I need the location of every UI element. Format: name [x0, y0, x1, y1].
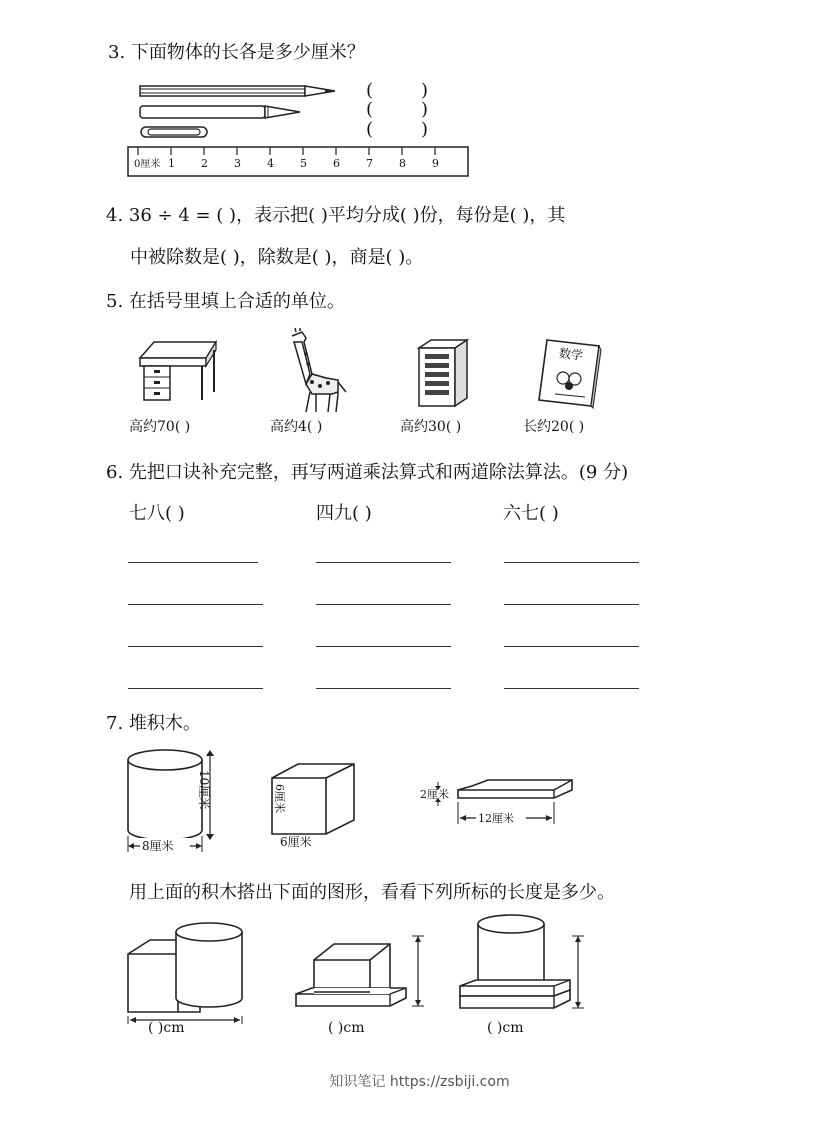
ruler-tick-label: 8 — [399, 157, 406, 170]
cylinder-height-label: 10厘米 — [197, 770, 211, 810]
answer-line[interactable] — [128, 688, 263, 689]
ruler — [128, 147, 470, 177]
caption-building: 高约30( ) — [400, 419, 462, 435]
ruler-tick-label: 1 — [168, 157, 175, 170]
composite-cube-slab — [294, 934, 434, 1012]
caption-desk: 高约70( ) — [129, 419, 191, 435]
answer-length-3[interactable]: ( )cm — [487, 1020, 524, 1036]
pencil-icon — [140, 84, 340, 98]
q3-paren-close: ) — [421, 99, 429, 120]
ruler-tick-label: 6 — [333, 157, 340, 170]
q4-line2: 中被除数是( )，除数是( )，商是( )。 — [130, 247, 424, 268]
answer-line[interactable] — [316, 604, 451, 605]
building-image — [417, 338, 471, 408]
desk-image — [140, 340, 220, 402]
ruler-tick-label: 3 — [234, 157, 241, 170]
ruler-tick-label: 5 — [300, 157, 307, 170]
q5-title: 5. 在括号里填上合适的单位。 — [106, 291, 345, 312]
cylinder-block — [120, 748, 220, 856]
answer-line[interactable] — [504, 562, 639, 563]
q3-paren-open: ( — [366, 80, 374, 101]
q4-line1: 4. 36 ÷ 4 = ( )，表示把( )平均分成( )份，每份是( )，其 — [106, 205, 566, 226]
giraffe-image — [282, 328, 348, 414]
caption-book: 长约20( ) — [523, 419, 585, 435]
composite-cylinder-slabs — [458, 912, 588, 1012]
ruler-tick-label: 7 — [366, 157, 373, 170]
answer-line[interactable] — [128, 562, 258, 563]
answer-line[interactable] — [128, 646, 263, 647]
footer-watermark: 知识笔记 https://zsbiji.com — [329, 1074, 510, 1090]
rhyme-liuqi: 六七( ) — [503, 503, 559, 524]
q3-paren-close: ) — [421, 119, 429, 140]
ruler-tick-label: 0厘米 — [134, 159, 161, 170]
answer-line[interactable] — [128, 604, 263, 605]
answer-length-1[interactable]: ( )cm — [148, 1020, 185, 1036]
q6-title: 6. 先把口诀补充完整，再写两道乘法算式和两道除法算法。(9 分) — [106, 462, 629, 483]
answer-line[interactable] — [316, 688, 451, 689]
cube-width-label: 6厘米 — [280, 835, 312, 849]
cylinder-width-label: 8厘米 — [142, 839, 174, 853]
q3-title: 3. 下面物体的长各是多少厘米？ — [108, 42, 365, 63]
answer-line[interactable] — [504, 604, 639, 605]
q7-instruction: 用上面的积木搭出下面的图形，看看下列所标的长度是多少。 — [129, 882, 615, 903]
answer-line[interactable] — [316, 646, 451, 647]
math-book-title: 数学 — [558, 346, 584, 363]
slab-width-label: 12厘米 — [478, 812, 514, 825]
ruler-tick-label: 4 — [267, 157, 274, 170]
answer-line[interactable] — [504, 688, 639, 689]
ruler-tick-label: 2 — [201, 157, 208, 170]
caption-giraffe: 高约4( ) — [270, 419, 323, 435]
q3-paren-open: ( — [366, 99, 374, 120]
slab-block — [412, 780, 582, 830]
q3-paren-close: ) — [421, 80, 429, 101]
composite-cube-cylinder — [124, 920, 248, 1028]
pen-icon — [140, 104, 310, 120]
ruler-tick-label: 9 — [432, 157, 439, 170]
answer-line[interactable] — [316, 562, 451, 563]
answer-length-2[interactable]: ( )cm — [328, 1020, 365, 1036]
cube-block — [270, 762, 362, 852]
math-book-image — [537, 338, 601, 408]
paperclip-icon — [140, 126, 210, 138]
rhyme-qiba: 七八( ) — [129, 503, 185, 524]
q3-paren-open: ( — [366, 119, 374, 140]
answer-line[interactable] — [504, 646, 639, 647]
slab-height-label: 2厘米 — [420, 788, 449, 801]
cube-height-label: 6厘米 — [273, 784, 286, 813]
rhyme-sijiu: 四九( ) — [316, 503, 372, 524]
q7-title: 7. 堆积木。 — [106, 713, 201, 734]
